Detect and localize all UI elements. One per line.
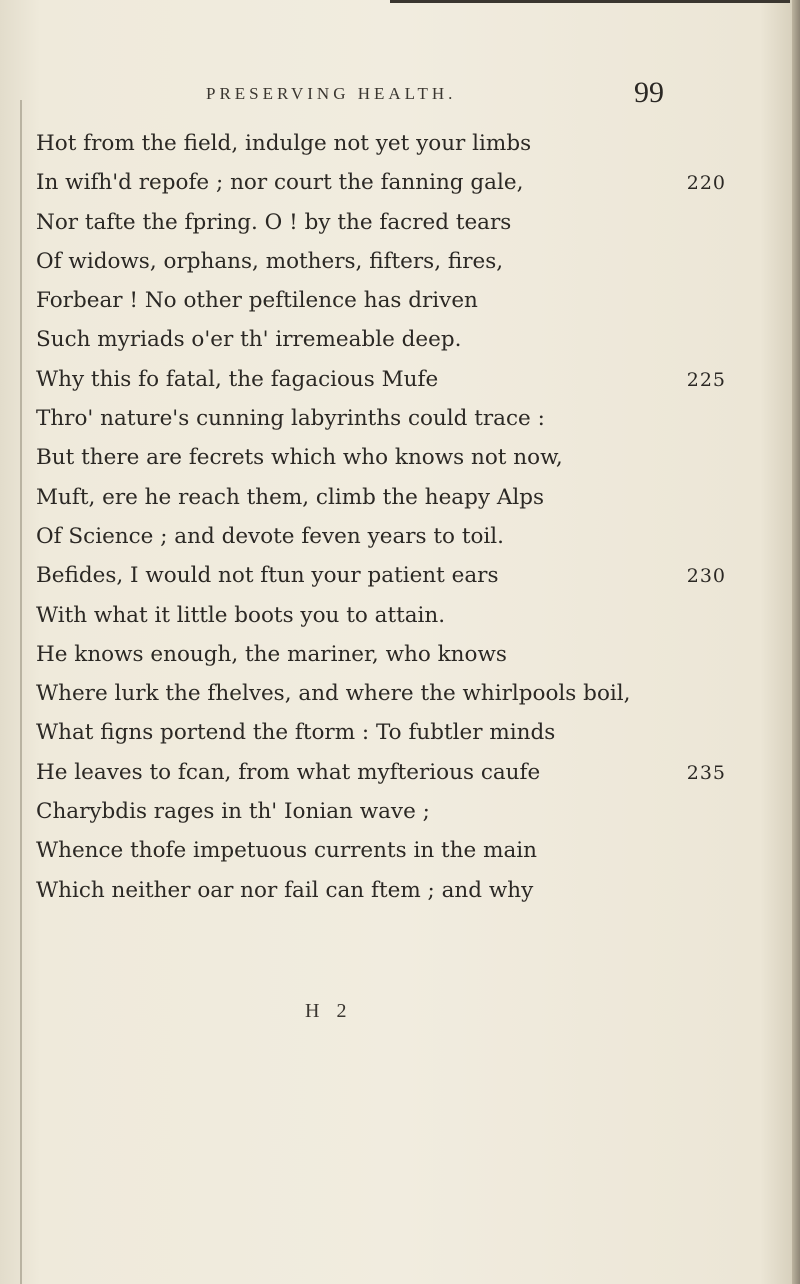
verse-line bbox=[36, 246, 726, 285]
verse-line bbox=[36, 324, 726, 363]
verse-line bbox=[36, 285, 726, 324]
line-number: 230 bbox=[686, 565, 726, 588]
verse-text: Why this fo fatal, the fagacious Mufe bbox=[36, 366, 439, 392]
verse-line bbox=[36, 757, 726, 796]
verse-line bbox=[36, 875, 726, 914]
verse-text: He leaves to fcan, from what myfterious caufe bbox=[36, 759, 541, 785]
running-head: PRESERVING HEALTH. bbox=[206, 84, 457, 103]
verse-line bbox=[36, 600, 726, 639]
verse-text: Forbear ! No other peftilence has driven bbox=[36, 288, 478, 314]
verse-text: Whence thofe impetuous currents in the main bbox=[36, 838, 538, 864]
verse-line bbox=[36, 560, 726, 599]
verse-line bbox=[36, 678, 726, 717]
verse-line bbox=[36, 364, 726, 403]
verse-line bbox=[36, 521, 726, 560]
verse-block bbox=[36, 128, 726, 914]
signature-mark: H 2 bbox=[305, 1000, 353, 1022]
verse-text: With what it little boots you to attain. bbox=[36, 602, 446, 628]
verse-line bbox=[36, 128, 726, 167]
verse-text: Where lurk the fhelves, and where the whirlpools boil, bbox=[36, 681, 631, 707]
verse-line bbox=[36, 207, 726, 246]
verse-text: Such myriads o'er th' irremeable deep. bbox=[36, 327, 462, 353]
verse-line bbox=[36, 835, 726, 874]
verse-text: Muft, ere he reach them, climb the heapy Alps bbox=[36, 484, 545, 510]
verse-text: He knows enough, the mariner, who knows bbox=[36, 641, 507, 667]
page-top-edge bbox=[390, 0, 790, 3]
verse-text: In wifh'd repofe ; nor court the fanning gale, bbox=[36, 170, 524, 196]
verse-line bbox=[36, 639, 726, 678]
verse-line bbox=[36, 403, 726, 442]
verse-text: Befides, I would not ftun your patient ears bbox=[36, 563, 499, 589]
verse-line bbox=[36, 717, 726, 756]
verse-line bbox=[36, 442, 726, 481]
page-header bbox=[0, 76, 800, 112]
verse-text: Nor tafte the fpring. O ! by the facred tears bbox=[36, 209, 512, 235]
verse-text: Of Science ; and devote feven years to toil. bbox=[36, 523, 505, 549]
verse-text: Hot from the field, indulge not yet your limbs bbox=[36, 131, 532, 156]
verse-text: Thro' nature's cunning labyrinths could trace : bbox=[36, 406, 545, 432]
page-number: 99 bbox=[634, 76, 664, 109]
verse-line bbox=[36, 167, 726, 206]
verse-line bbox=[36, 482, 726, 521]
page-right-edge bbox=[792, 0, 800, 1284]
line-number: 225 bbox=[686, 368, 726, 391]
verse-line bbox=[36, 796, 726, 835]
verse-text: But there are fecrets which who knows not now, bbox=[36, 445, 563, 471]
line-number: 220 bbox=[686, 172, 726, 195]
verse-text: Which neither oar nor fail can ftem ; and why bbox=[36, 877, 534, 903]
gutter-line bbox=[20, 100, 22, 1284]
line-number: 235 bbox=[686, 761, 726, 784]
verse-text: Charybdis rages in th' Ionian wave ; bbox=[36, 799, 430, 825]
verse-text: Of widows, orphans, mothers, fifters, fires, bbox=[36, 248, 504, 274]
verse-text: What figns portend the ftorm : To fubtler minds bbox=[36, 720, 556, 746]
